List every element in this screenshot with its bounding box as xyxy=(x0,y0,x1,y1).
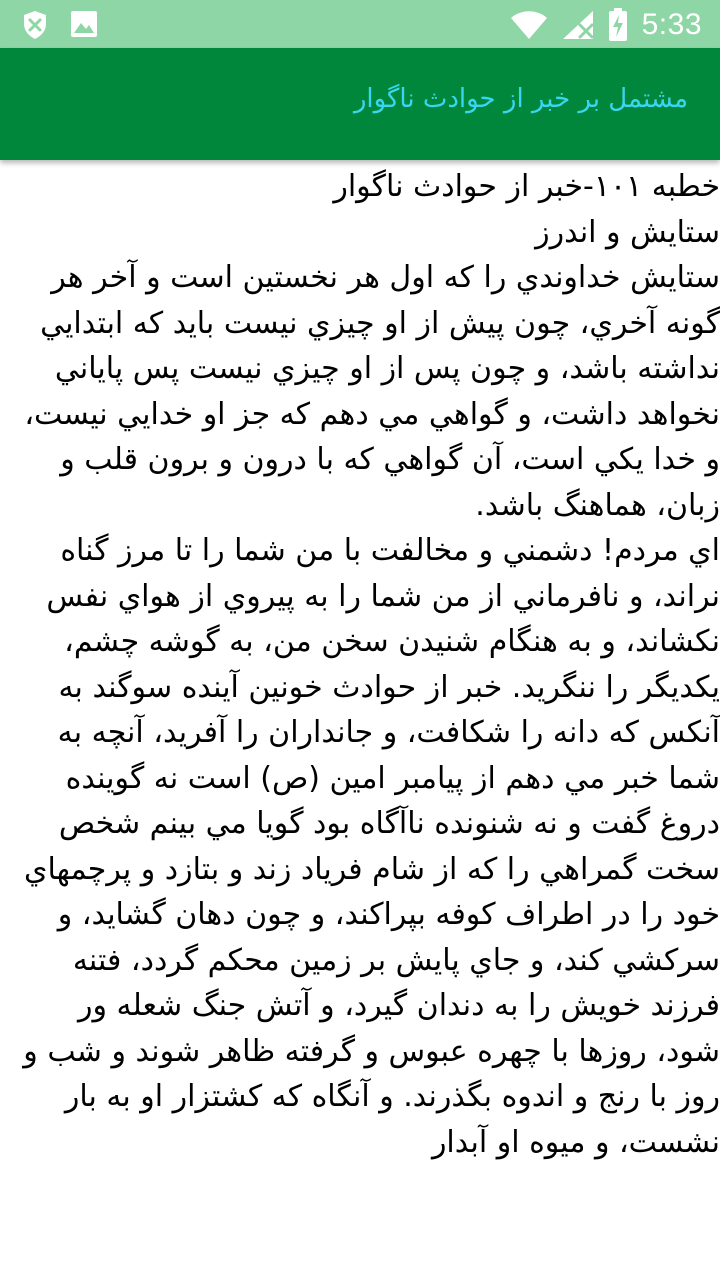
sermon-text xyxy=(8,164,720,1280)
sermon-paragraph-2: اي مردم! دشمني و مخالفت با من شما را تا مرز گناه نراند، و نافرماني از من شما را به پيروي از هواي نفس نكشاند، و به هنگام شنيدن سخن من، به گوشه چشم، يكديگر را ننگريد. خبر از حوادث خونين آينده سوگند به آنكس كه دانه را شكافت، و جانداران را آفريد، آنچه به شما خبر مي دهم از پيامبر امين (ص) است نه گوينده دروغ گفت و نه شنونده ناآگاه بود گويا مي بينم شخص سخت گمراهي را كه از شام فرياد زند و بتازد و پرچمهاي خود را در اطراف كوفه بپراكند، و چون دهان گشايد، و سركشي كند، و جاي پايش بر زمين محكم گردد، فتنه فرزند خويش را به دندان گيرد، و آتش جنگ شعله ور شود، روزها با چهره عبوس و گرفته ظاهر شوند و شب و روز با رنج و اندوه بگذرند. و آنگاه كه كشتزار او به بار نشست، و ميوه او آبدار xyxy=(23,533,720,1160)
image-icon xyxy=(70,10,98,40)
shield-icon xyxy=(22,10,48,40)
sermon-paragraph-1: ستايش خداوندي را كه اول هر نخستين است و آخر هر گونه آخري، چون پيش از او چيزي نيست بايد كه ابتدايي نداشته باشد، و چون پس از او چيزي نيست پس پاياني نخواهد داشت، و گواهي مي دهم كه جز او خدايي نيست، و خدا يكي است، آن گواهي كه با درون و برون قلب و زبان، هماهنگ باشد. xyxy=(24,260,720,523)
app-bar-title: مشتمل بر خبر از حوادث ناگوار xyxy=(353,84,688,114)
status-time: 5:33 xyxy=(641,8,702,41)
signal-icon xyxy=(562,10,594,40)
app-bar xyxy=(0,48,720,160)
sermon-title: خطبه ۱۰۱-خبر از حوادث ناگوار xyxy=(333,169,720,204)
status-bar xyxy=(0,0,720,48)
sermon-section-heading: ستايش و اندرز xyxy=(535,214,720,250)
wifi-icon xyxy=(510,10,548,40)
status-right-icons xyxy=(510,8,702,42)
battery-charging-icon xyxy=(608,8,628,42)
status-left-icons xyxy=(22,10,98,40)
